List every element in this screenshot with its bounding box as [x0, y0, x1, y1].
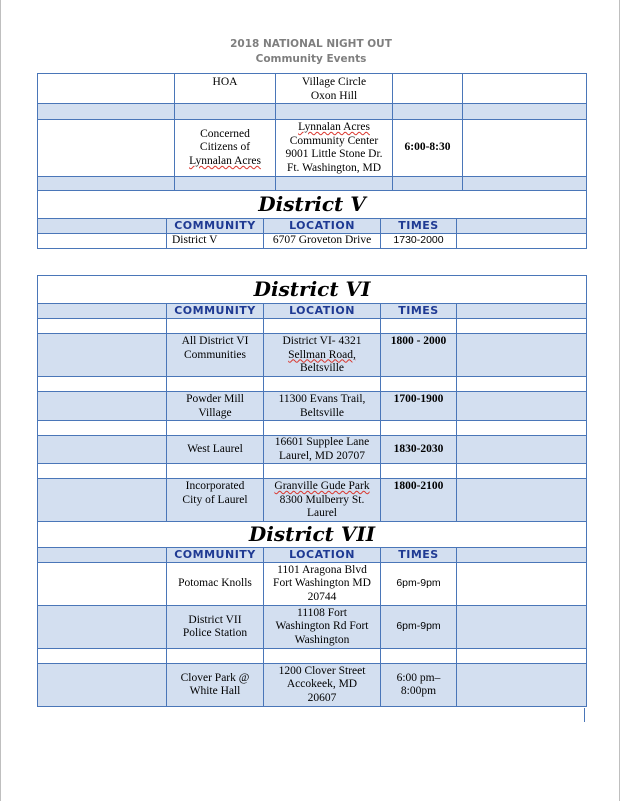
location-cell: 1101 Aragona Blvd Fort Washington MD 20744 — [264, 563, 381, 606]
location-cell: Village Circle Oxon Hill — [276, 74, 393, 104]
document-subtitle: Community Events — [255, 53, 367, 65]
community-cell: West Laurel — [167, 436, 264, 464]
time-cell — [393, 74, 463, 104]
community-cell: Potomac Knolls — [167, 563, 264, 606]
community-cell: Incorporated City of Laurel — [167, 479, 264, 522]
district-vii-heading: District VII — [38, 522, 587, 548]
spacer-row — [38, 377, 587, 392]
table-row — [38, 606, 587, 649]
col-community-header: COMMUNITY — [167, 219, 264, 234]
table-row — [38, 436, 587, 464]
table-row — [38, 334, 587, 377]
spacer-row — [38, 421, 587, 436]
time-cell: 6:00 pm– 8:00pm — [381, 664, 457, 707]
time-cell: 6pm-9pm — [381, 606, 457, 649]
location-cell: District VI- 4321 Sellman Road, Beltsville — [264, 334, 381, 377]
spacer-row — [38, 319, 587, 334]
time-cell: 1700-1900 — [381, 392, 457, 421]
community-cell: District VII Police Station — [167, 606, 264, 649]
district-vi-vii-table — [37, 275, 587, 707]
district-vi-heading: District VI — [38, 276, 587, 304]
time-cell: 6:00-8:30 — [393, 120, 463, 177]
location-cell: 11108 Fort Washington Rd Fort Washington — [264, 606, 381, 649]
table-row — [38, 74, 587, 104]
col-times-header: TIMES — [381, 304, 457, 319]
community-cell: Powder Mill Village — [167, 392, 264, 421]
spacer-row — [38, 104, 587, 120]
district-v-heading: District V — [38, 191, 587, 219]
community-cell: Clover Park @ White Hall — [167, 664, 264, 707]
location-cell: Lynnalan Acres Community Center 9001 Little Stone Dr. Ft. Washington, MD — [276, 120, 393, 177]
col-times-header: TIMES — [381, 219, 457, 234]
column-header-row — [38, 548, 587, 563]
community-cell: All District VI Communities — [167, 334, 264, 377]
col-location-header: LOCATION — [264, 548, 381, 563]
column-header-row — [38, 304, 587, 319]
spacer-row — [38, 649, 587, 664]
location-cell: 16601 Supplee Lane Laurel, MD 20707 — [264, 436, 381, 464]
table-row — [38, 664, 587, 707]
table-row — [38, 479, 587, 522]
spacer-row — [38, 464, 587, 479]
district-v-table — [37, 190, 587, 249]
top-events-table — [37, 73, 587, 191]
column-header-row — [38, 219, 587, 234]
time-cell: 1800 - 2000 — [381, 334, 457, 377]
table-row — [38, 392, 587, 421]
table-row — [38, 563, 587, 606]
col-community-header: COMMUNITY — [167, 304, 264, 319]
table-row — [38, 120, 587, 177]
location-cell: 1200 Clover Street Accokeek, MD 20607 — [264, 664, 381, 707]
location-cell: 6707 Groveton Drive — [264, 234, 381, 249]
community-cell: HOA — [175, 74, 276, 104]
col-community-header: COMMUNITY — [167, 548, 264, 563]
location-cell: Granville Gude Park 8300 Mulberry St. Laurel — [264, 479, 381, 522]
time-cell: 1730-2000 — [381, 234, 457, 249]
document-title: 2018 NATIONAL NIGHT OUT — [230, 38, 392, 50]
table-edge-line — [584, 708, 585, 722]
spacer-row — [38, 177, 587, 191]
col-location-header: LOCATION — [264, 304, 381, 319]
col-times-header: TIMES — [381, 548, 457, 563]
time-cell: 6pm-9pm — [381, 563, 457, 606]
location-cell: 11300 Evans Trail, Beltsville — [264, 392, 381, 421]
community-cell: Concerned Citizens of Lynnalan Acres — [175, 120, 276, 177]
col-location-header: LOCATION — [264, 219, 381, 234]
time-cell: 1800-2100 — [381, 479, 457, 522]
community-cell: District V — [167, 234, 264, 249]
time-cell: 1830-2030 — [381, 436, 457, 464]
table-row — [38, 234, 587, 249]
